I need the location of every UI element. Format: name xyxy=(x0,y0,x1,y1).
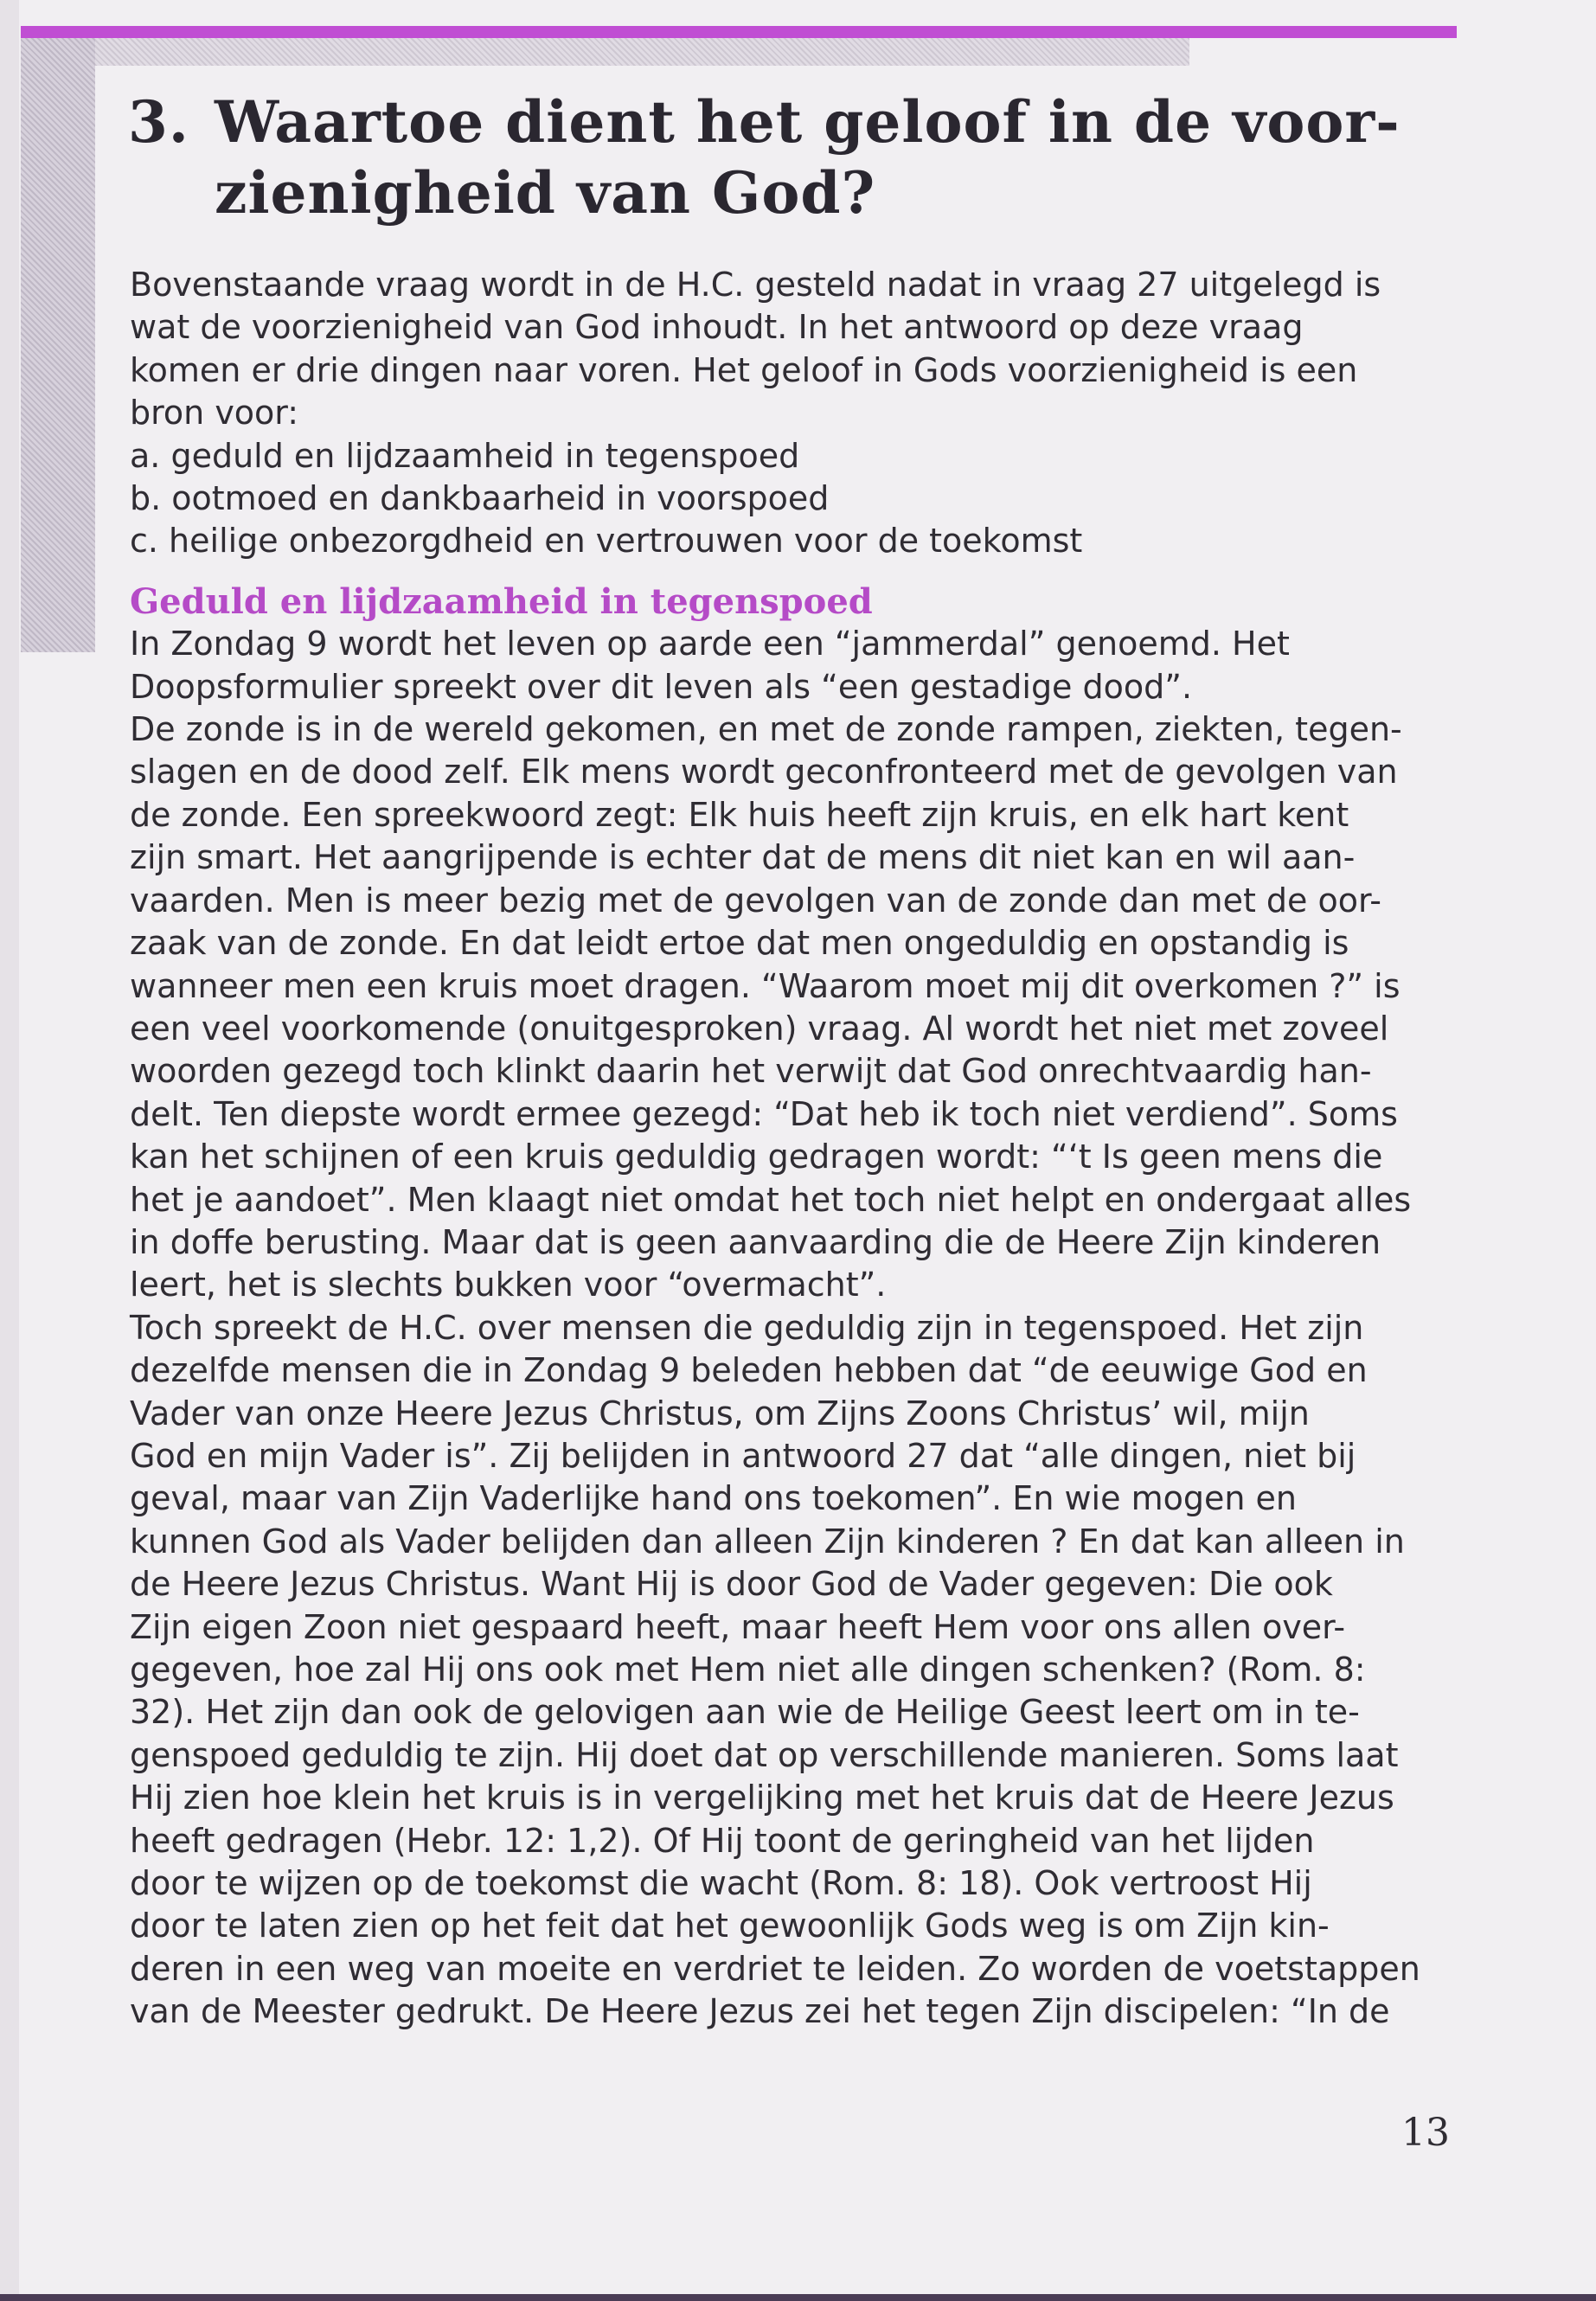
chapter-title-line: zienigheid van God? xyxy=(215,159,876,227)
body-line: God en mijn Vader is”. Zij belijden in antwoord 27 dat “alle dingen, niet bij xyxy=(130,1436,1356,1475)
intro-line: Bovenstaande vraag wordt in de H.C. gesteld nadat in vraag 27 uitgelegd is xyxy=(130,266,1381,304)
chapter-title xyxy=(128,87,1443,228)
body-line: wanneer men een kruis moet dragen. “Waarom moet mij dit overkomen ?” is xyxy=(130,966,1401,1005)
chapter-number: 3. xyxy=(128,88,189,156)
body-line: heeft gedragen (Hebr. 12: 1,2). Of Hij toont de geringheid van het lijden xyxy=(130,1821,1315,1860)
body-line: Hij zien hoe klein het kruis is in vergelijking met het kruis dat de Heere Jezus xyxy=(130,1779,1394,1817)
bottom-edge-rule xyxy=(0,2294,1596,2301)
list-item-b: b. ootmoed en dankbaarheid in voorspoed xyxy=(130,479,830,518)
body-line: kunnen God als Vader belijden dan alleen Zijn kinderen ? En dat kan alleen in xyxy=(130,1522,1405,1561)
body-line: deren in een weg van moeite en verdriet te leiden. Zo worden de voetstappen xyxy=(130,1949,1420,1988)
body-line: zaak van de zonde. En dat leidt ertoe dat men ongeduldig en opstandig is xyxy=(130,924,1349,963)
header-shade-strip xyxy=(95,38,1189,66)
body-line: Zijn eigen Zoon niet gespaard heeft, maar heeft Hem voor ons allen over- xyxy=(130,1607,1346,1646)
body-line: geval, maar van Zijn Vaderlijke hand ons toekomen”. En wie mogen en xyxy=(130,1479,1297,1518)
list-item-a: a. geduld en lijdzaamheid in tegenspoed xyxy=(130,436,800,475)
body-line: slagen en de dood zelf. Elk mens wordt geconfronteerd met de gevolgen van xyxy=(130,753,1398,792)
body-line: van de Meester gedrukt. De Heere Jezus zei het tegen Zijn discipelen: “In de xyxy=(130,1992,1390,2031)
body-line: delt. Ten diepste wordt ermee gezegd: “Dat heb ik toch niet verdiend”. Soms xyxy=(130,1094,1398,1133)
section-heading: Geduld en lijdzaamheid in tegenspoed xyxy=(130,580,873,622)
body-line: gegeven, hoe zal Hij ons ook met Hem niet alle dingen schenken? (Rom. 8: xyxy=(130,1650,1366,1689)
body-line: kan het schijnen of een kruis geduldig gedragen wordt: “‘t Is geen mens die xyxy=(130,1138,1383,1176)
body-line: een veel voorkomende (onuitgesproken) vraag. Al wordt het niet met zoveel xyxy=(130,1009,1389,1048)
page-number: 13 xyxy=(1401,2111,1450,2155)
intro-line: wat de voorzienigheid van God inhoudt. In het antwoord op deze vraag xyxy=(130,308,1304,347)
list-item-c: c. heilige onbezorgdheid en vertrouwen voor de toekomst xyxy=(130,522,1083,561)
intro-line: bron voor: xyxy=(130,394,299,433)
top-accent-rule xyxy=(21,26,1457,38)
body-line: vaarden. Men is meer bezig met de gevolgen van de zonde dan met de oor- xyxy=(130,881,1381,920)
body-line: De zonde is in de wereld gekomen, en met de zonde rampen, ziekten, tegen- xyxy=(130,710,1402,749)
body-line: Vader van onze Heere Jezus Christus, om Zijns Zoons Christus’ wil, mijn xyxy=(130,1394,1310,1433)
body-line: 32). Het zijn dan ook de gelovigen aan wie de Heilige Geest leert om in te- xyxy=(130,1693,1360,1732)
body-line: door te laten zien op het feit dat het gewoonlijk Gods weg is om Zijn kin- xyxy=(130,1907,1330,1945)
intro-line: komen er drie dingen naar voren. Het geloof in Gods voorzienigheid is een xyxy=(130,350,1358,389)
body-line: In Zondag 9 wordt het leven op aarde een “jammerdal” genoemd. Het xyxy=(130,625,1290,663)
body-line: het je aandoet”. Men klaagt niet omdat het toch niet helpt en ondergaat alles xyxy=(130,1180,1412,1219)
side-decorative-bar xyxy=(21,38,95,652)
page-edge xyxy=(0,0,19,2301)
body-line: Doopsformulier spreekt over dit leven als “een gestadige dood”. xyxy=(130,667,1193,706)
body-line: de Heere Jezus Christus. Want Hij is door God de Vader gegeven: Die ook xyxy=(130,1565,1333,1604)
body-line: door te wijzen op de toekomst die wacht (Rom. 8: 18). Ook vertroost Hij xyxy=(130,1864,1312,1903)
article-body xyxy=(130,264,1453,2034)
body-line: woorden gezegd toch klinkt daarin het verwijt dat God onrechtvaardig han- xyxy=(130,1052,1372,1091)
body-line: de zonde. Een spreekwoord zegt: Elk huis heeft zijn kruis, en elk hart kent xyxy=(130,795,1349,834)
chapter-title-line: Waartoe dient het geloof in de voor- xyxy=(215,88,1401,156)
body-line: zijn smart. Het aangrijpende is echter dat de mens dit niet kan en wil aan- xyxy=(130,838,1356,877)
body-line: leert, het is slechts bukken voor “overmacht”. xyxy=(130,1266,887,1304)
body-line: dezelfde mensen die in Zondag 9 beleden hebben dat “de eeuwige God en xyxy=(130,1351,1368,1390)
body-line: genspoed geduldig te zijn. Hij doet dat op verschillende manieren. Soms laat xyxy=(130,1735,1399,1774)
body-line: Toch spreekt de H.C. over mensen die geduldig zijn in tegenspoed. Het zijn xyxy=(130,1308,1364,1347)
body-line: in doffe berusting. Maar dat is geen aanvaarding die de Heere Zijn kinderen xyxy=(130,1222,1381,1261)
